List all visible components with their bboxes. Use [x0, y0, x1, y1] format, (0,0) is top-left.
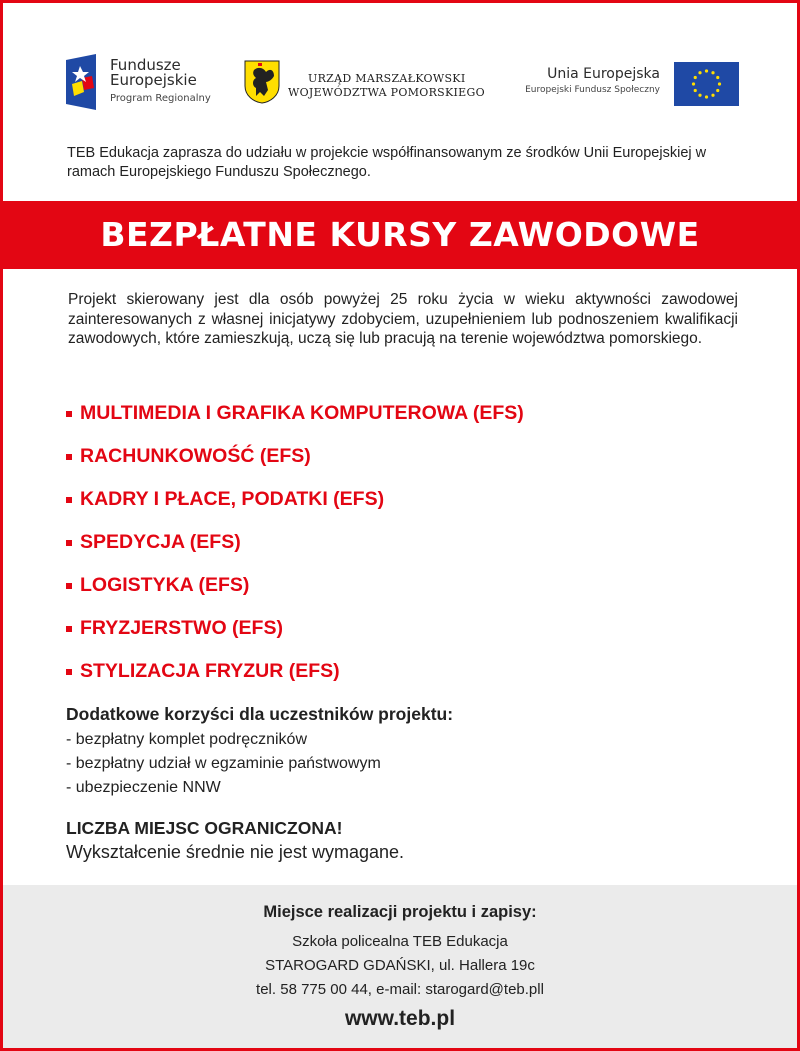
eu-star-icon	[705, 95, 708, 98]
eu-flag-icon	[674, 62, 739, 106]
course-item	[66, 650, 716, 693]
bullet-icon	[66, 626, 72, 632]
course-item	[66, 392, 716, 435]
eu-star-icon	[716, 89, 719, 92]
unia-line1: Unia Europejska	[547, 66, 660, 82]
footer-title: Miejsce realizacji projektu i zapisy:	[263, 903, 537, 921]
unia-line2: Europejski Fundusz Społeczny	[525, 85, 660, 95]
course-item	[66, 435, 716, 478]
eu-star-icon	[692, 82, 695, 85]
eu-star-icon	[716, 76, 719, 79]
footer-school: Szkoła policealna TEB Edukacja	[292, 933, 508, 950]
course-item	[66, 607, 716, 650]
limit-title: LICZBA MIEJSC OGRANICZONA!	[66, 818, 343, 838]
eu-star-icon	[694, 89, 697, 92]
bullet-icon	[66, 411, 72, 417]
course-list	[66, 392, 716, 693]
eu-star-icon	[694, 76, 697, 79]
limit-section	[66, 816, 404, 864]
footer-address: STAROGARD GDAŃSKI, ul. Hallera 19c	[265, 957, 535, 974]
course-label: RACHUNKOWOŚĆ (EFS)	[80, 445, 311, 467]
course-label: MULTIMEDIA I GRAFIKA KOMPUTEROWA (EFS)	[80, 402, 524, 424]
bullet-icon	[66, 669, 72, 675]
website-link[interactable]: www.teb.pl	[344, 1007, 456, 1030]
eu-star-icon	[711, 71, 714, 74]
benefits-section	[66, 704, 453, 800]
course-label: LOGISTYKA (EFS)	[80, 574, 250, 596]
footer-contact	[3, 885, 797, 1048]
eu-star-icon	[705, 69, 708, 72]
course-label: SPEDYCJA (EFS)	[80, 531, 241, 553]
bullet-icon	[66, 454, 72, 460]
unia-europejska-text	[525, 66, 660, 95]
urzad-line2: WOJEWÓDZTWA POMORSKIEGO	[288, 86, 485, 99]
intro-text: TEB Edukacja zaprasza do udziału w projekcie współfinansowanym ze środków Unii Europejskiej w ramach Europejskiego Funduszu Społecznego.	[67, 145, 707, 180]
bullet-icon	[66, 540, 72, 546]
benefit-item: - ubezpieczenie NNW	[66, 779, 221, 796]
fundusze-line2: Europejskie	[110, 71, 197, 89]
course-item	[66, 478, 716, 521]
eu-star-icon	[698, 94, 701, 97]
course-item	[66, 564, 716, 607]
course-label: STYLIZACJA FRYZUR (EFS)	[80, 660, 340, 682]
eu-star-icon	[711, 94, 714, 97]
eu-star-icon	[718, 82, 721, 85]
bullet-icon	[66, 497, 72, 503]
fundusze-europejskie-logo	[66, 54, 266, 110]
banner-title: BEZPŁATNE KURSY ZAWODOWE	[100, 215, 700, 254]
benefits-title: Dodatkowe korzyści dla uczestników projektu:	[66, 704, 454, 724]
course-label: KADRY I PŁACE, PODATKI (EFS)	[80, 488, 385, 510]
fundusze-europejskie-icon	[66, 54, 96, 110]
project-description: Projekt skierowany jest dla osób powyżej 25 roku życia w wieku aktywności zawodowej zainteresowanych z własnej inicjatywy zdobyciem, uzupełnieniem lub podnoszeniem kwalifikacji zawodowych, które zamieszkują, uczą się lub pracują na terenie województwa pomorskiego.	[68, 291, 738, 347]
footer-contact-line[interactable]: tel. 58 775 00 44, e-mail: starogard@teb.pll	[256, 981, 544, 998]
logo-bar	[0, 52, 800, 112]
benefit-item: - bezpłatny udział w egzaminie państwowym	[66, 755, 381, 772]
limit-subtitle: Wykształcenie średnie nie jest wymagane.	[66, 842, 404, 862]
griffin-crest-icon	[244, 60, 280, 104]
eu-star-icon	[698, 71, 701, 74]
bullet-icon	[66, 583, 72, 589]
title-banner	[3, 201, 797, 269]
course-item	[66, 521, 716, 564]
urzad-line1: URZĄD MARSZAŁKOWSKI	[308, 72, 466, 85]
benefit-item: - bezpłatny komplet podręczników	[66, 731, 308, 748]
course-label: FRYZJERSTWO (EFS)	[80, 617, 283, 639]
fundusze-line3: Program Regionalny	[110, 93, 211, 104]
fundusze-line1: Fundusze	[110, 56, 181, 74]
